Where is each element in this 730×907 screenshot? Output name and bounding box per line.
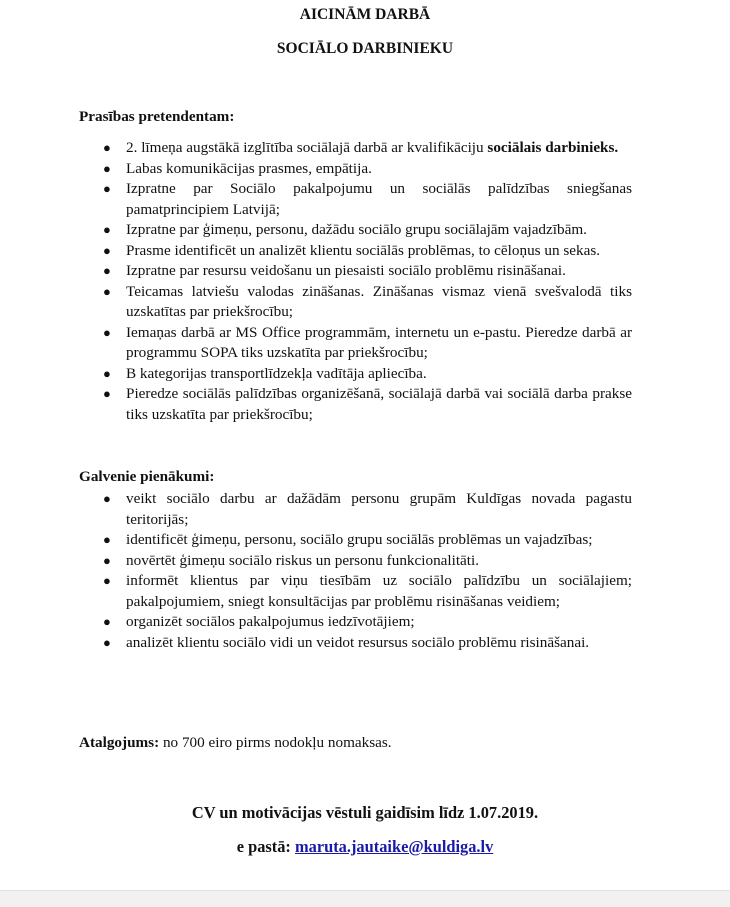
requirement-text: Iemaņas darbā ar MS Office programmām, internetu un e-pastu. Pieredze darbā ar programmu SOPA tiks uzskatīta par priekšrocību;	[126, 323, 632, 361]
duty-item	[103, 571, 632, 612]
requirement-text: Labas komunikācijas prasmes, empātija.	[126, 159, 372, 177]
bullet-icon: ●	[103, 532, 111, 547]
email-label: e pastā:	[236, 837, 295, 856]
requirement-item	[103, 384, 632, 425]
requirement-text: Teicamas latviešu valodas zināšanas. Zināšanas vismaz vienā svešvalodā tiks uzskatītas par priekšrocību;	[126, 282, 632, 320]
duty-text: organizēt sociālos pakalpojumus iedzīvotājiem;	[126, 613, 415, 630]
requirement-text: Prasme identificēt un analizēt klientu sociālās problēmas, to cēloņus un sekas.	[126, 241, 601, 259]
duty-item	[103, 633, 632, 654]
requirement-text: Izpratne par Sociālo pakalpojumu un sociālās palīdzības sniegšanas pamatprincipiem Latvijā;	[126, 180, 632, 218]
requirement-text: Pieredze sociālās palīdzības organizēšanā, sociālajā darbā vai sociālā darba prakse tiks uzskatīta par priekšrocību;	[126, 385, 632, 423]
salary-line	[79, 734, 392, 752]
requirement-item	[103, 282, 632, 323]
cv-deadline: CV un motivācijas vēstuli gaidīsim līdz 1.07.2019.	[191, 803, 539, 822]
bullet-icon: ●	[103, 283, 111, 299]
requirements-heading: Prasības pretendentam:	[79, 108, 235, 125]
requirement-item	[103, 241, 632, 262]
bullet-icon: ●	[103, 614, 111, 629]
requirement-item	[103, 323, 632, 364]
bullet-icon: ●	[103, 386, 111, 401]
duty-item	[103, 530, 632, 551]
bullet-icon: ●	[103, 140, 111, 155]
bullet-icon: ●	[103, 263, 111, 278]
requirements-list	[0, 138, 730, 425]
title-line-1: AICINĀM DARBĀ	[299, 6, 431, 23]
bullet-icon: ●	[103, 552, 111, 568]
email-link[interactable]: maruta.jautaike@kuldiga.lv	[294, 837, 494, 856]
salary-text: no 700 eiro pirms nodokļu nomaksas.	[159, 734, 392, 751]
duty-item	[103, 612, 632, 633]
duty-text: novērtēt ģimeņu sociālo riskus un personu funkcionalitāti.	[126, 551, 480, 569]
duties-list	[0, 489, 730, 653]
bullet-icon: ●	[103, 573, 111, 588]
email-line	[0, 837, 730, 857]
salary-label: Atalgojums:	[79, 734, 160, 751]
duty-text: veikt sociālo darbu ar dažādām personu grupām Kuldīgas novada pagastu teritorijās;	[126, 490, 632, 528]
bullet-icon: ●	[103, 491, 111, 506]
requirement-item	[103, 364, 632, 385]
requirement-text: Izpratne par resursu veidošanu un piesaisti sociālo problēmu risināšanai.	[126, 262, 566, 279]
bullet-icon: ●	[103, 365, 111, 381]
bottom-scroll-bar	[0, 890, 730, 907]
requirement-text: Izpratne par ģimeņu, personu, dažādu sociālo grupu sociālajām vajadzībām.	[126, 221, 587, 238]
bullet-icon: ●	[103, 181, 111, 196]
duties-heading: Galvenie pienākumi:	[79, 468, 215, 485]
duty-text: identificēt ģimeņu, personu, sociālo grupu sociālās problēmas un vajadzības;	[126, 531, 593, 548]
bullet-icon: ●	[103, 324, 111, 340]
requirement-text: 2. līmeņa augstākā izglītība sociālajā darbā ar kvalifikāciju	[126, 139, 488, 156]
bullet-icon: ●	[103, 160, 111, 176]
requirement-item	[103, 138, 632, 159]
duty-text: informēt klientus par viņu tiesībām uz sociālo palīdzību un sociālajiem; pakalpojumiem, sniegt konsultācijas par problēmu risināšanas veidiem;	[126, 572, 632, 610]
duty-item	[103, 489, 632, 530]
bullet-icon: ●	[103, 222, 111, 237]
requirement-item	[103, 159, 632, 180]
duty-item	[103, 551, 632, 572]
requirement-bold-text: sociālais darbinieks.	[487, 139, 619, 156]
requirement-item	[103, 220, 632, 241]
duty-text: analizēt klientu sociālo vidi un veidot resursus sociālo problēmu risināšanai.	[126, 633, 590, 651]
requirement-item	[103, 179, 632, 220]
bullet-icon: ●	[103, 634, 111, 650]
requirement-text: B kategorijas transportlīdzekļa vadītāja apliecība.	[126, 364, 427, 382]
bullet-icon: ●	[103, 242, 111, 258]
title-line-2: SOCIĀLO DARBINIEKU	[276, 40, 454, 57]
requirement-item	[103, 261, 632, 282]
